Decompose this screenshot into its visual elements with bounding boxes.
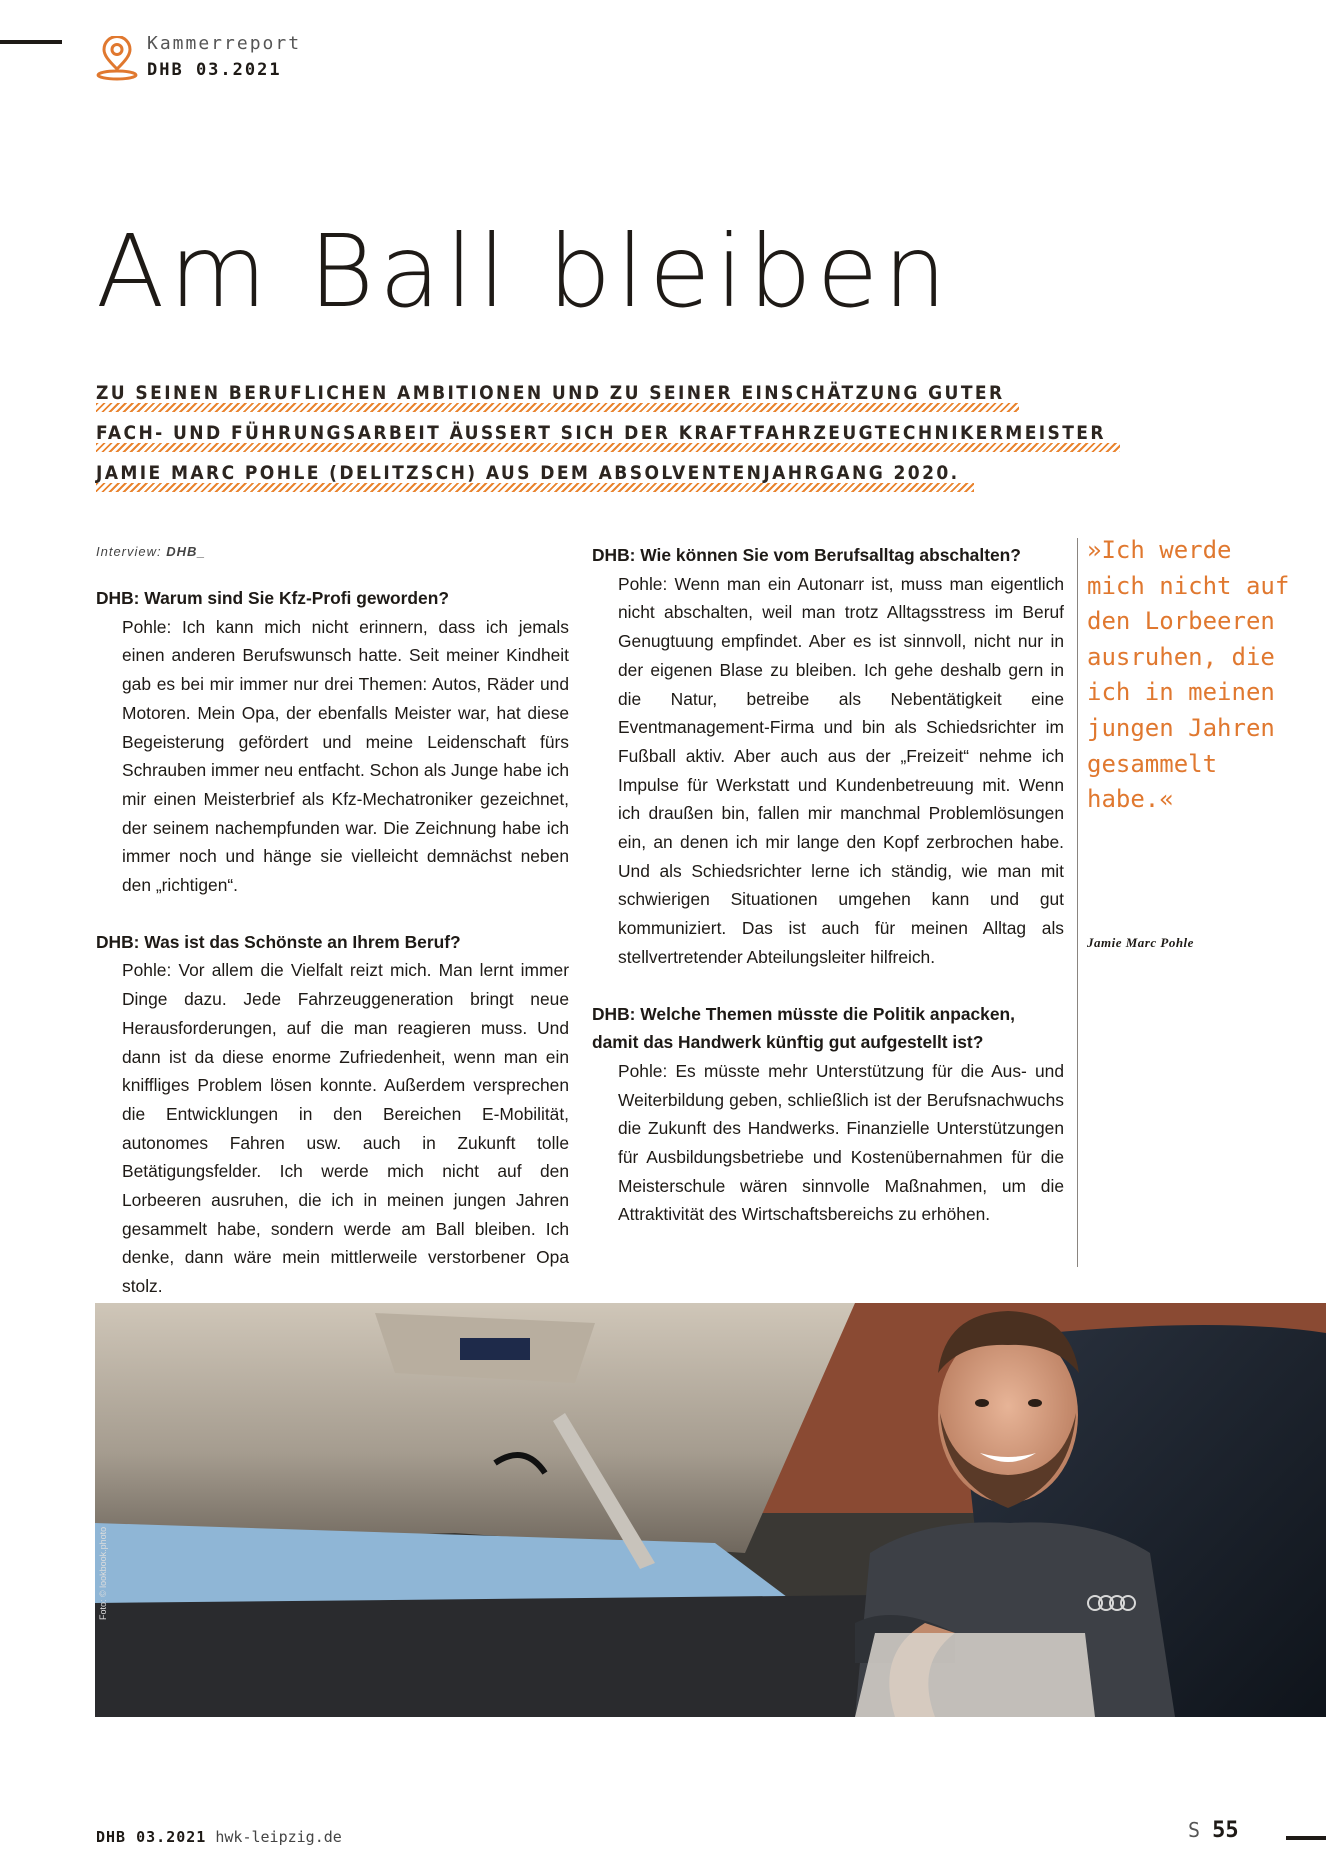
column-divider	[1077, 538, 1078, 1267]
lead-line: ZU SEINEN BERUFLICHEN AMBITIONEN UND ZU SEINER EINSCHÄTZUNG GUTER	[96, 373, 1019, 413]
article-photo	[95, 1303, 1326, 1717]
interview-answer: Pohle: Ich kann mich nicht erinnern, dass ich jemals einen anderen Berufswunsch hatte. Seit meiner Kindheit gab es bei mir immer nur drei Themen: Autos, Räder und Motoren. Mein Opa, der ebenfalls Meister war, hat diese Begeisterung gefördert und meine Leidenschaft fürs Schrauben immer neu entfacht. Schon als Junge habe ich mir einen Meisterbrief als Kfz-Mechatroniker gezeichnet, der seinem nachempfunden war. Die Zeichnung habe ich immer noch und hänge sie vielleicht demnächst neben den „richtigen“.	[122, 616, 569, 896]
interview-answer: Pohle: Es müsste mehr Unterstützung für die Aus- und Weiterbildung geben, schließlich ist der Berufsnachwuchs die Zukunft des Handwerks. Finanzielle Unterstützungen für Ausbildungsbetriebe und Kostenübernahmen für die Meisterschule wären sinnvolle Maßnahmen, um die Attraktivität des Wirtschaftsbereichs zu erhöhen.	[618, 1060, 1064, 1225]
interview-credit: Interview: DHB_	[96, 544, 206, 559]
page-number-value: 55	[1212, 1818, 1239, 1843]
lead-paragraph	[96, 373, 1106, 493]
text-column-left	[96, 541, 569, 1301]
pull-quote-author: Jamie Marc Pohle	[1087, 935, 1194, 950]
footer-rule	[1286, 1836, 1326, 1840]
issue-label: DHB 03.2021	[147, 60, 282, 80]
section-label: Kammerreport	[147, 33, 302, 54]
footer-issue: DHB 03.2021	[96, 1828, 207, 1846]
pull-quote: »Ich werde mich nicht auf den Lorbeeren ausruhen, die ich in meinen jungen Jahren gesammelt habe.«	[1087, 536, 1290, 814]
interview-question: DHB: Wie können Sie vom Berufsalltag abschalten?	[592, 545, 1021, 565]
footer-left	[96, 1828, 342, 1846]
interview-answer: Pohle: Vor allem die Vielfalt reizt mich. Man lernt immer Dinge dazu. Jede Fahrzeuggeneration bringt neue Herausforderungen, auf die man reagieren muss. Und dann ist da diese enorme Zufriedenheit, wenn man ein kniffliges Problem lösen konnte. Außerdem versprechen die Entwicklungen in den Bereichen E-Mobilität, autonomes Fahren usw. auch in Zukunft tolle Betätigungsfelder. Ich werde mich nicht auf den Lorbeeren ausruhen, die ich in meinen jungen Jahren gesammelt habe, sondern werde am Ball bleiben. Ich denke, dann wäre mein mittlerweile verstorbener Opa stolz.	[122, 960, 569, 1297]
page-number	[1188, 1818, 1239, 1843]
footer-url[interactable]: hwk-leipzig.de	[215, 1828, 342, 1846]
lead-line: FACH- UND FÜHRUNGSARBEIT ÄUSSERT SICH DER KRAFTFAHRZEUGTECHNIKERMEISTER	[96, 413, 1120, 453]
interview-question: DHB: Welche Themen müsste die Politik anpacken, damit das Handwerk künftig gut aufgestellt ist?	[592, 1003, 1015, 1053]
article-title: Am Ball bleiben	[96, 213, 952, 330]
header-rule	[0, 40, 62, 44]
text-column-right	[592, 541, 1064, 1229]
page-prefix: S	[1188, 1818, 1201, 1842]
interview-question: DHB: Warum sind Sie Kfz-Profi geworden?	[96, 588, 449, 608]
location-pin-icon	[96, 36, 138, 82]
interview-question: DHB: Was ist das Schönste an Ihrem Beruf?	[96, 931, 461, 952]
photo-illustration	[95, 1303, 1326, 1717]
interview-answer: Pohle: Wenn man ein Autonarr ist, muss man eigentlich nicht abschalten, weil man trotz Alltagsstress im Beruf Genugtuung empfindet. Aber es ist sinnvoll, nicht nur in der eigenen Blase zu bleiben. Ich gehe deshalb gern in die Natur, betreibe als Nebentätigkeit eine Eventmanagement-Firma und bin als Schiedsrichter im Fußball aktiv. Aber auch aus der „Freizeit“ nehme ich Impulse für Werkstatt und Kundenbetreuung mit. Wenn ich draußen bin, fallen mir manchmal Problemlösungen ein, an denen ich mir lange den Kopf zerbrochen habe. Und als Schiedsrichter lerne ich ständig, wie man mit schwierigen Situationen umgehen kann und gut kommuniziert. Das ist auch für meinen Alltag als stellvertretender Abteilungsleiter hilfreich.	[618, 573, 1064, 967]
lead-line: JAMIE MARC POHLE (DELITZSCH) AUS DEM ABSOLVENTENJAHRGANG 2020.	[96, 453, 974, 493]
interview-credit-name: DHB_	[166, 544, 206, 559]
photo-credit	[98, 1604, 108, 1620]
